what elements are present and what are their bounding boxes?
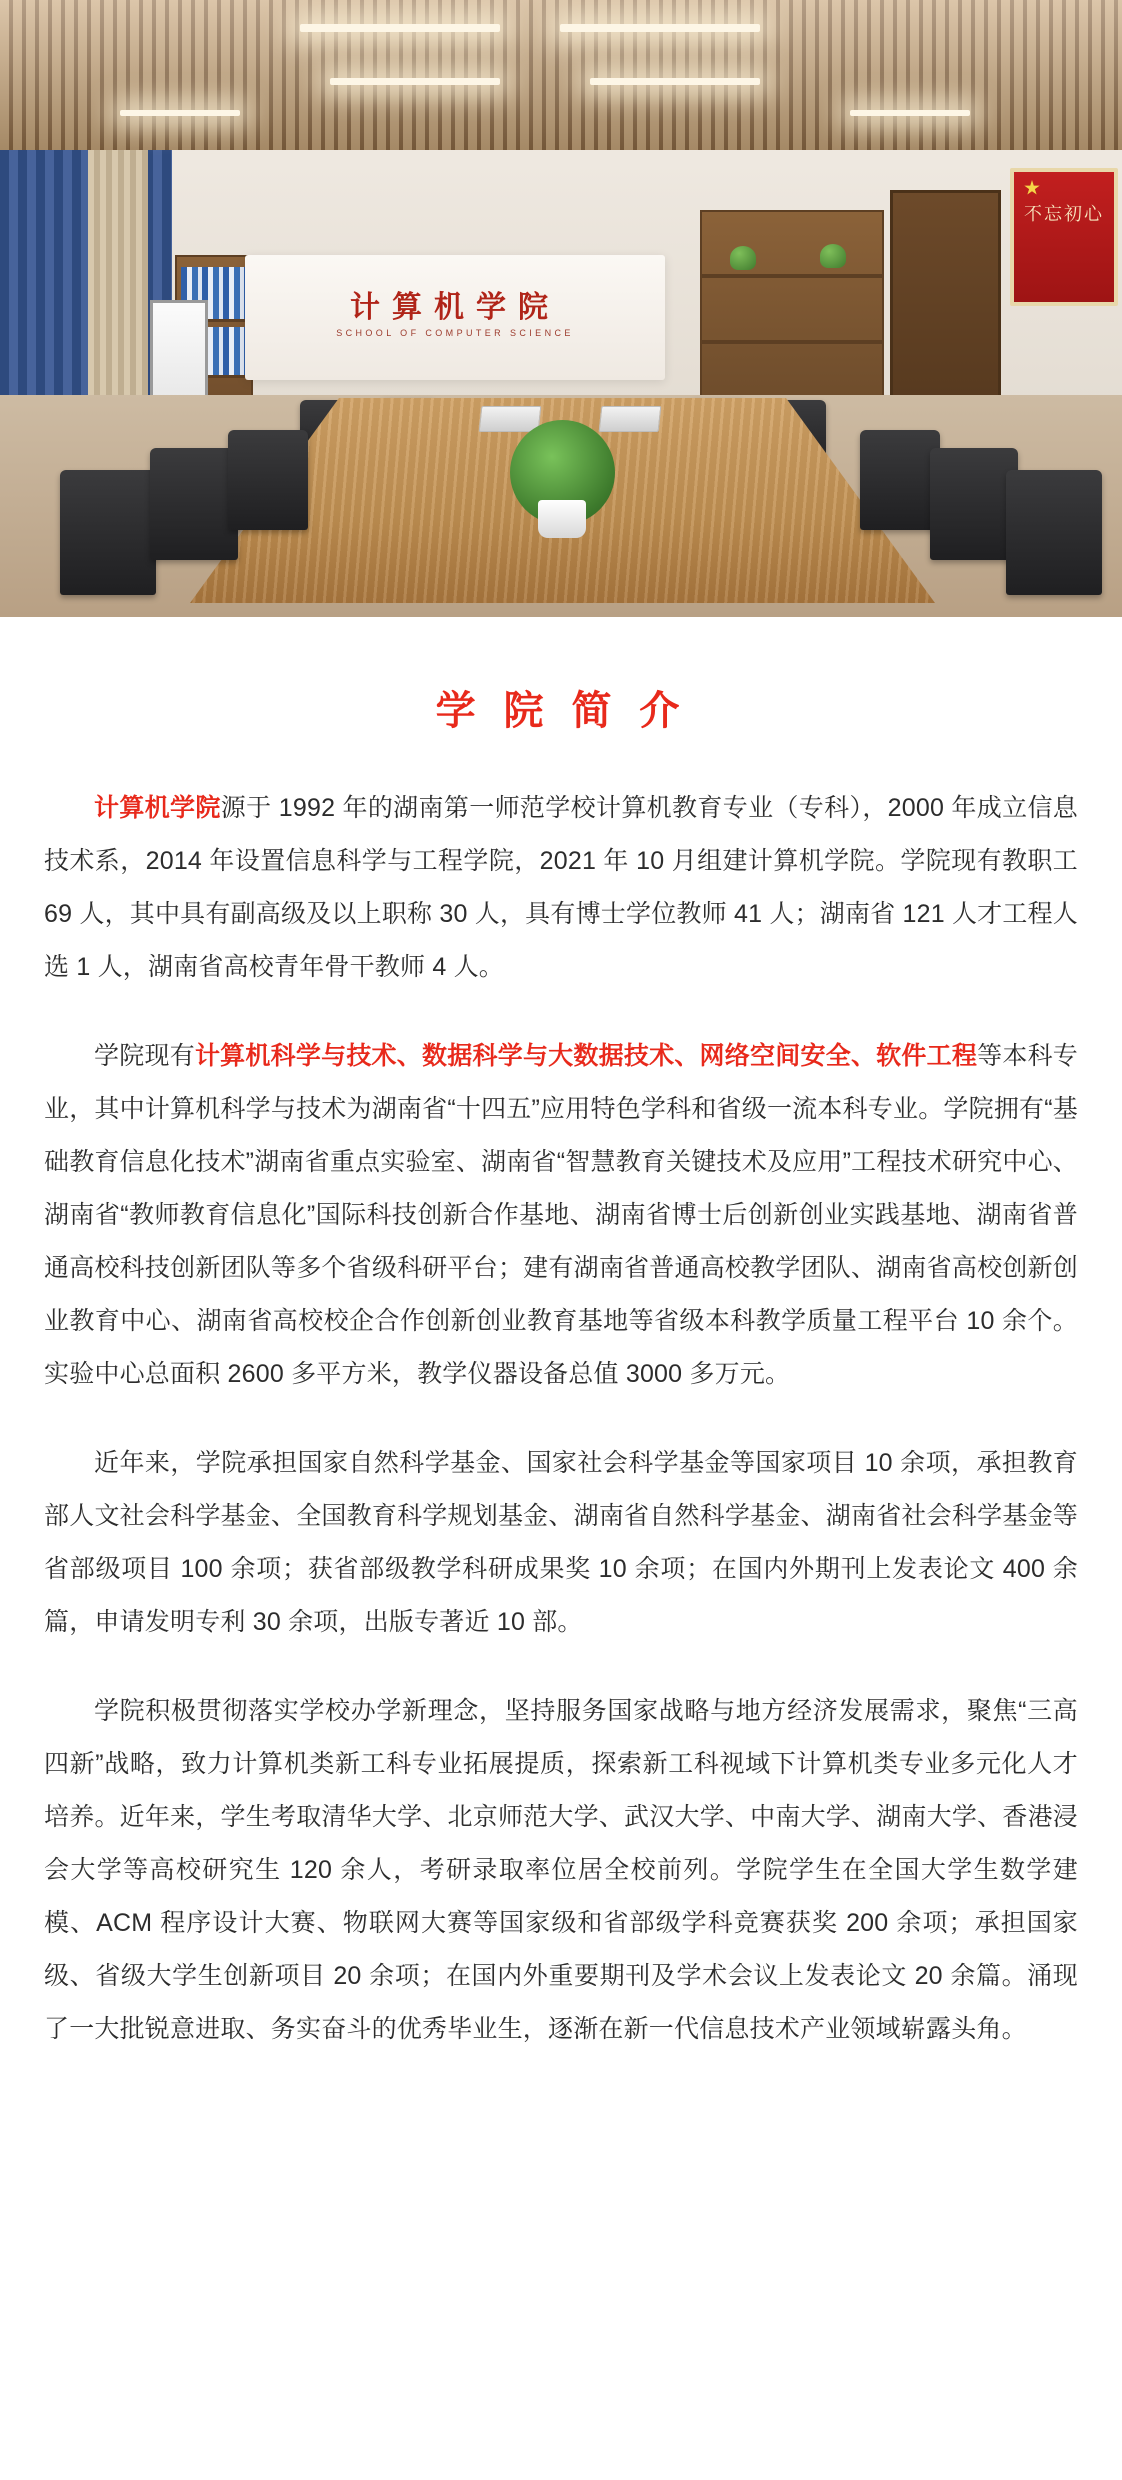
wall-sign-subtitle: SCHOOL OF COMPUTER SCIENCE: [336, 328, 574, 338]
hero-photo: [0, 0, 1122, 617]
article-body: [0, 617, 1122, 2116]
bookshelf-right: [700, 210, 884, 424]
paragraph-1: [44, 782, 1078, 994]
page-title: 学 院 简 介: [435, 688, 687, 734]
paragraph-2-text: 等本科专业，其中计算机科学与技术为湖南省“十四五”应用特色学科和省级一流本科专业。学院拥有“基础教育信息化技术”湖南省重点实验室、湖南省“智慧教育关键技术及应用”工程技术研究中心、湖南省“教师教育信息化”国际科技创新合作基地、湖南省博士后创新创业实践基地、湖南省普通高校科技创新团队等多个省级科研平台；建有湖南省普通高校教学团队、湖南省高校创新创业教育中心、湖南省高校校企合作创新创业教育基地等省级本科教学质量工程平台 10 余个。实验中心总面积 2600 多平方米，教学仪器设备总值 3000 多万元。: [44, 1042, 1079, 1388]
plant-pot: [538, 500, 586, 538]
wall-art-text: 不忘初心: [1024, 204, 1104, 225]
wall-sign: [245, 255, 665, 380]
chair: [150, 448, 238, 560]
star-icon: [1024, 180, 1040, 196]
ceiling-slats: [0, 0, 1122, 150]
ceiling-light: [330, 78, 500, 85]
door: [890, 190, 1001, 426]
laptop: [479, 406, 542, 432]
curtain-beige: [88, 138, 148, 428]
plant-decor: [820, 244, 846, 268]
paragraph-2: [44, 1030, 1078, 1401]
party-wall-art: [1010, 168, 1118, 306]
laptop: [599, 406, 662, 432]
paragraph-2-lead: 学院现有: [94, 1042, 195, 1070]
paragraph-4: 学院积极贯彻落实学校办学新理念，坚持服务国家战略与地方经济发展需求，聚焦“三高四新”战略，致力计算机类新工科专业拓展提质，探索新工科视域下计算机类专业多元化人才培养。近年来，学生考取清华大学、北京师范大学、武汉大学、中南大学、湖南大学、香港浸会大学等高校研究生 120 余人，考研录取率位居全校前列。学院学生在全国大学生数学建模、ACM 程序设计大赛、物联网大赛等国家级和省部级学科竞赛获奖 200 余项；承担国家级、省级大学生创新项目 20 余项；在国内外重要期刊及学术会议上发表论文 20 余篇。涌现了一大批锐意进取、务实奋斗的优秀毕业生，逐渐在新一代信息技术产业领域崭露头角。: [44, 1697, 1078, 2043]
ceiling-light: [560, 24, 760, 32]
chair: [860, 430, 940, 530]
ceiling-light: [300, 24, 500, 32]
chair: [930, 448, 1018, 560]
ceiling-light: [120, 110, 240, 116]
ceiling-light: [590, 78, 760, 85]
paragraph-3: 近年来，学院承担国家自然科学基金、国家社会科学基金等国家项目 10 余项，承担教育部人文社会科学基金、全国教育科学规划基金、湖南省自然科学基金、湖南省社会科学基金等省部级项目 100 余项；获省部级教学科研成果奖 10 余项；在国内外期刊上发表论文 400 余篇，申请发明专利 30 余项，出版专著近 10 部。: [44, 1449, 1078, 1636]
wall-sign-title: 计算机学院: [350, 290, 560, 325]
highlight-school-name: 计算机学院: [94, 794, 221, 822]
highlight-majors: 计算机科学与技术、数据科学与大数据技术、网络空间安全、软件工程: [194, 1042, 978, 1070]
plant-decor: [730, 246, 756, 270]
chair: [1006, 470, 1102, 595]
chair: [228, 430, 308, 530]
ceiling-light: [850, 110, 970, 116]
chair: [60, 470, 156, 595]
paragraph-1-text: 源于 1992 年的湖南第一师范学校计算机教育专业（专科），2000 年成立信息技术系，2014 年设置信息科学与工程学院，2021 年 10 月组建计算机学院。学院现有教职工 69 人，其中具有副高级及以上职称 30 人，具有博士学位教师 41 人；湖南省 121 人才工程人选 1 人，湖南省高校青年骨干教师 4 人。: [44, 794, 1078, 981]
